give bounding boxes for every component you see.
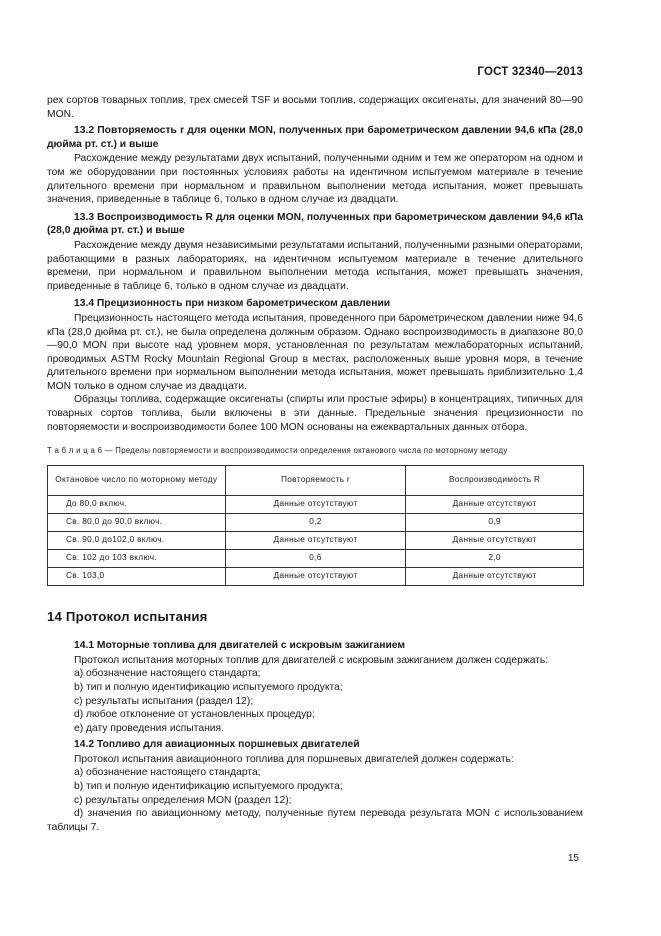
table-6-caption: Т а б л и ц а 6 — Пределы повторяемости и воспроизводимости определения октанового числа по моторному методу (47, 446, 508, 456)
table-row (48, 549, 584, 567)
table-cell: Св. 90,0 до102,0 включ. (48, 531, 226, 549)
table-cell: Данные отсутствуют (406, 567, 584, 585)
document-header: ГОСТ 32340—2013 (477, 66, 583, 78)
table-header-cell: Октановое число по моторному методу (48, 465, 226, 495)
section-13-4-heading: 13.4 Прецизионность при низком барометрическом давлении (74, 298, 391, 310)
section-13-3-body: Расхождение между двумя независимыми результатами испытаний, полученными разными операторами, работающими в разных лабораториях, на идентичном испытуемом материале в течение длительного времени, при нормальном и правильном выполнении метода испытания, может превышать значения, приведенные в таблице 6, только в одном случае из двадцати. (47, 239, 583, 292)
list-item: c) результаты определения MON (раздел 12); (74, 794, 292, 806)
table-cell: Данные отсутствуют (225, 495, 406, 513)
section-14-1-lead: Протокол испытания моторных топлив для двигателей с искровым зажиганием должен содержать: (74, 654, 549, 666)
section-13-2-body: Расхождение между результатами двух испытаний, полученными одним и тем же оператором на одном и том же оборудовании при постоянных условиях работы на идентичном испытуемом материале в течение длительного времени при нормальном и правильном выполнении метода испытания, может превышать значения, приведенные в таблице 6, только в одном случае из двадцати. (47, 153, 583, 206)
table-cell: До 80,0 включ. (48, 495, 226, 513)
table-header-row (48, 465, 584, 495)
section-13-2-heading: 13.2 Повторяемость r для оценки MON, полученных при барометрическом давлении 94,6 кПа (28,0 дюйма рт. ст.) и выше (47, 125, 583, 150)
table-cell: Св. 80,0 до 90,0 включ. (48, 513, 226, 531)
table-row (48, 531, 584, 549)
table-cell: Св. 102 до 103 включ. (48, 549, 226, 567)
list-item: a) обозначение настоящего стандарта; (74, 668, 261, 680)
section-14-2-heading: 14.2 Топливо для авиационных поршневых двигателей (74, 739, 360, 751)
list-item: b) тип и полную идентификацию испытуемого продукта; (74, 681, 343, 693)
section-13-4-body-2: Образцы топлива, содержащие оксигенаты (спирты или простые эфиры) в концентрациях, типичных для товарных сортов топлива, были включены в эти данные. Предельные значения прецизионности по повторяемости и воспроизводимости более 100 MON основаны на ежеквартальных данных отбора. (47, 394, 583, 433)
list-item: c) результаты испытания (раздел 12); (74, 695, 254, 707)
page-number: 15 (567, 853, 579, 864)
table-row (48, 567, 584, 585)
table-cell: 0,6 (225, 549, 406, 567)
table-cell: Данные отсутствуют (225, 531, 406, 549)
table-header-cell: Повторяемость r (225, 465, 406, 495)
table-cell: Данные отсутствуют (225, 567, 406, 585)
section-14-1-heading: 14.1 Моторные топлива для двигателей с искровым зажиганием (74, 640, 406, 652)
list-item: d) любое отклонение от установленных процедур; (74, 709, 315, 721)
section-13-3-heading: 13.3 Воспроизводимость R для оценки MON, полученных при барометрическом давлении 94,6 кПа (28,0 дюйма рт. ст.) и выше (47, 211, 583, 237)
list-item: e) дату проведения испытания. (74, 722, 224, 734)
table-cell: Св. 103,0 (48, 567, 226, 585)
table-row (48, 513, 584, 531)
table-cell: Данные отсутствуют (406, 531, 584, 549)
list-item: b) тип и полную идентификацию испытуемого продукта; (74, 781, 343, 793)
section-14-2-lead: Протокол испытания авиационного топлива для поршневых двигателей должен содержать: (74, 753, 514, 765)
intro-paragraph: рех сортов товарных топлив, трех смесей TSF и восьми топлив, содержащих оксигенаты, для значений 80—90 MON. (47, 95, 583, 120)
table-cell: Данные отсутствуют (406, 495, 584, 513)
table-cell: 0,2 (225, 513, 406, 531)
table-cell: 2,0 (406, 549, 584, 567)
table-header-cell: Воспроизводимость R (406, 465, 584, 495)
section-13-4-body-1: Прецизионность настоящего метода испытания, проведенного при барометрическом давлении ниже 94,6 кПа (28,0 дюйма рт. ст.), не была определена должным образом. Однако воспроизводимость в диапазоне 80,0—90,0 MON при высоте над уровнем моря, установленная по результатам межлабораторных испытаний, проводимых ASTM Rocky Mountain Regional Group в местах, расположенных выше уровня моря, в течение длительного времени при нормальном выполнении метода испытания, может превышать приблизительно 1,4 MON только в одном случае из двадцати. (47, 312, 583, 392)
page-content (47, 94, 583, 834)
table-cell: 0,9 (406, 513, 584, 531)
section-14-heading: 14 Протокол испытания (47, 608, 208, 624)
table-row (48, 495, 584, 513)
table-6 (47, 465, 584, 586)
list-item: a) обозначение настоящего стандарта; (74, 767, 261, 779)
list-item: d) значения по авиационному методу, полученные путем перевода результата MON с использованием таблицы 7. (47, 808, 583, 833)
